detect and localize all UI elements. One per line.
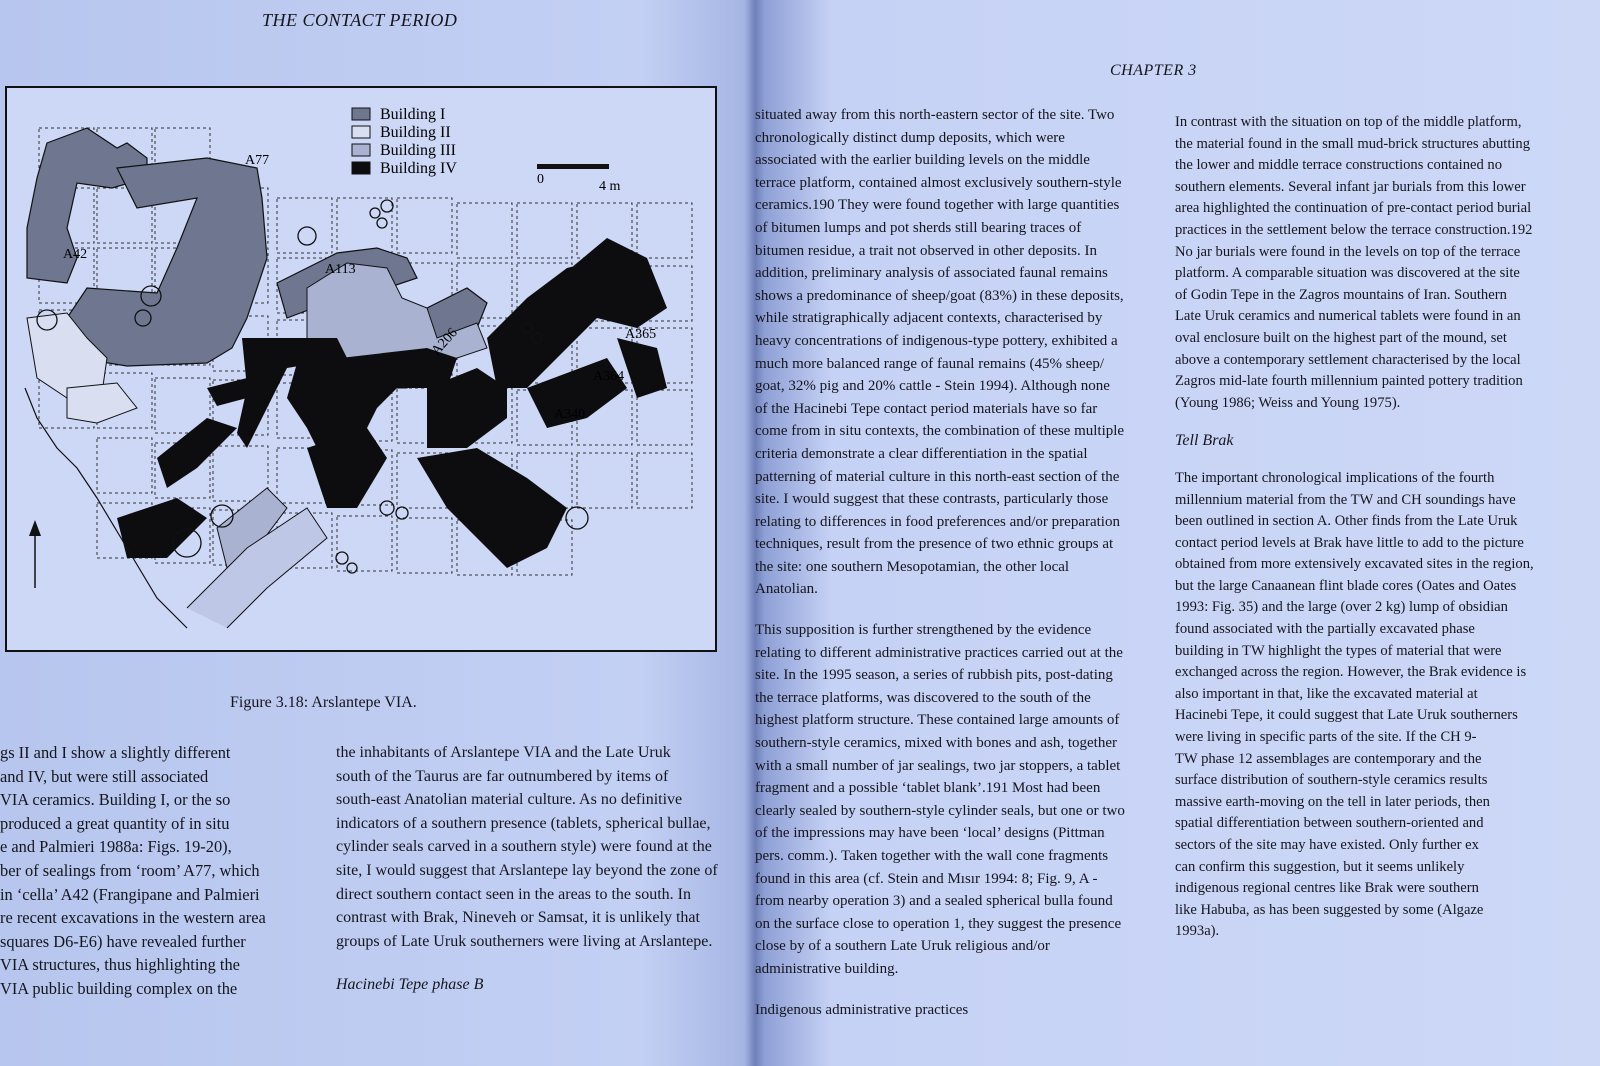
text-line: Zagros mid-late fourth millennium painted pottery tradition [1175, 373, 1523, 390]
left-column-2 [336, 741, 721, 997]
text-line: addition, preliminary analysis of associated faunal remains [755, 265, 1108, 282]
text-line: much more balanced range of faunal remains (45% sheep/ [755, 355, 1105, 372]
text-line: site. I would suggest that these contrasts, particularly those [755, 491, 1109, 508]
text-line: gs II and I show a slightly different [0, 743, 231, 762]
text-line: situated away from this north-eastern sector of the site. Two [755, 107, 1115, 123]
text-line: administrative building. [755, 960, 899, 977]
text-line: building in TW highlight the types of material that were [1175, 642, 1502, 659]
text-line: direct southern contact seen in the areas to the south. In [336, 885, 691, 903]
text-line: contrast with Brak, Nineveh or Samsat, it is unlikely that [336, 909, 700, 927]
text-line: Late Uruk ceramics and numerical tablets were found in an [1175, 308, 1521, 325]
running-head-right: CHAPTER 3 [1110, 62, 1197, 79]
text-line: of the Hacinebi Tepe contact period materials have so far [755, 400, 1098, 417]
text-line: highest platform structure. These contained large amounts of [755, 712, 1120, 729]
text-line: The important chronological implications of the fourth [1175, 469, 1495, 486]
text-line: obtained from more extensively excavated sites in the region, [1175, 556, 1534, 573]
text-line: chronologically distinct dump deposits, which were [755, 129, 1065, 146]
text-line: (Young 1986; Weiss and Young 1975). [1175, 394, 1401, 411]
text-line: techniques, result from the presence of two ethnic groups at [755, 536, 1114, 553]
text-line: south of the Taurus are far outnumbered by items of [336, 767, 669, 785]
text-line: in ‘cella’ A42 (Frangipane and Palmieri [0, 884, 260, 904]
text-line: terrace platform, contained almost exclusively southern-style [755, 174, 1122, 191]
left-column-1 [0, 741, 305, 1001]
text-line: fragment and a possible ‘tablet blank’.191 Most had been [755, 780, 1101, 797]
text-line: criteria demonstrate a clear differentiation in the spatial [755, 445, 1088, 462]
text-line: the site: one southern Mesopotamian, the other local [755, 558, 1070, 575]
text-line: while stratigraphically adjacent contexts, characterised by [755, 310, 1103, 327]
text-line: goat, 32% pig and 20% cattle - Stein 1994). Although none [755, 378, 1110, 395]
text-line: platform. A comparable situation was discovered at the site [1175, 265, 1520, 282]
text-line: shows a predominance of sheep/goat (83%) in these deposits, [755, 287, 1124, 304]
running-head-left: THE CONTACT PERIOD [262, 10, 458, 30]
text-line: practices in the settlement below the terrace construction.192 [1175, 221, 1533, 238]
text-line: found associated with the partially excavated phase [1175, 621, 1475, 638]
text-line: found in this area (cf. Stein and Mısır 1994: 8; Fig. 9, A - [755, 870, 1098, 887]
figure-plan [5, 86, 717, 652]
label-a77: A77 [245, 153, 270, 168]
text-line: indigenous regional centres like Brak were southern [1175, 880, 1479, 897]
text-line: above a contemporary settlement characterised by the local [1175, 351, 1521, 368]
text-line: of the impressions may have been ‘local’ designs (Pittman [755, 825, 1105, 842]
text-line: the lower and middle terrace constructions contained no [1175, 157, 1503, 174]
left-page [0, 0, 745, 1066]
text-line: patterning of material culture in this north-east section of the [755, 468, 1120, 485]
text-line: surface distribution of southern-style ceramics results [1175, 772, 1488, 789]
text-line: site. In the 1995 season, a series of rubbish pits, post-dating [755, 667, 1113, 684]
legend-building-4: Building IV [380, 160, 457, 177]
section-heading: Hacinebi Tepe phase B [336, 976, 484, 994]
legend-building-3: Building III [380, 142, 456, 159]
text-line: come from in situ contexts, the combination of these multiple [755, 423, 1125, 440]
text-line: spatial differentiation between southern-oriented and [1175, 815, 1484, 832]
text-line: indicators of a southern presence (tablets, spherical bullae, [336, 814, 711, 832]
right-column-2 [1175, 112, 1595, 943]
legend-building-1: Building I [380, 106, 446, 123]
text-line: clearly sealed by southern-style cylinder seals, but one or two [755, 802, 1125, 819]
text-line: bitumen residue, a trait not observed in other deposits. In [755, 242, 1098, 259]
text-line: oval enclosure built on the highest part of the mound, set [1175, 329, 1507, 346]
text-line: close by of a southern Late Uruk religious and/or [755, 938, 1050, 955]
text-line: produced a great quantity of in situ [0, 813, 230, 833]
text-line: with a small number of jar sealings, two jar stoppers, a tablet [755, 757, 1121, 774]
text-line: VIA ceramics. Building I, or the so [0, 790, 231, 810]
text-line: heavy concentrations of indigenous-type pottery, exhibited a [755, 332, 1118, 349]
figure-caption: Figure 3.18: Arslantepe VIA. [230, 694, 417, 711]
legend-building-2: Building II [380, 124, 451, 141]
text-line: of bitumen lumps and pot sherds still bearing traces of [755, 219, 1082, 236]
text-line: ber of sealings from ‘room’ A77, which [0, 860, 260, 880]
label-a365: A365 [625, 327, 657, 342]
text-line: re recent excavations in the western area [0, 908, 266, 928]
text-line: but the large Canaanean flint blade cores (Oates and Oates [1175, 577, 1517, 594]
text-line: This supposition is further strengthened by the evidence [755, 622, 1092, 639]
text-line: groups of Late Uruk southerners were living at Arslantepe. [336, 932, 713, 950]
text-line: massive earth-moving on the tell in later periods, then [1175, 793, 1490, 810]
label-a206: A206 [428, 325, 461, 359]
text-line: ceramics.190 They were found together with large quantities [755, 197, 1120, 214]
text-line: on the surface close to operation 1, they suggest the presence [755, 915, 1122, 932]
text-line: and IV, but were still associated [0, 766, 209, 786]
text-line: the material found in the small mud-brick structures abutting [1175, 135, 1531, 152]
text-line: millennium material from the TW and CH soundings have [1175, 491, 1516, 508]
text-line: from nearby operation 3) and a sealed spherical bulla found [755, 893, 1113, 910]
scale-end: 4 m [599, 179, 621, 194]
text-line: of Godin Tepe in the Zagros mountains of Iran. Southern [1175, 286, 1507, 303]
text-line: VIA structures, thus highlighting the [0, 955, 240, 975]
text-line: can confirm this suggestion, but it seems unlikely [1175, 858, 1465, 875]
text-line: relating to different administrative practices carried out at the [755, 644, 1123, 661]
label-a364: A364 [593, 369, 625, 384]
section-heading-tell-brak: Tell Brak [1175, 432, 1234, 450]
text-line: also important in that, like the excavated material at [1175, 685, 1478, 702]
scale-start: 0 [537, 172, 544, 187]
right-page [755, 0, 1600, 1066]
text-line: 1993: Fig. 35) and the large (over 2 kg) lump of obsidian [1175, 599, 1508, 616]
text-line: like Habuba, as has been suggested by some (Algaze [1175, 901, 1484, 918]
text-line: south-east Anatolian material culture. As no definitive [336, 791, 683, 809]
text-line: associated with the earlier building levels on the middle [755, 152, 1090, 169]
text-line: area highlighted the continuation of pre-contact period burial [1175, 200, 1532, 217]
text-line: site, I would suggest that Arslantepe lay beyond the zone of [336, 861, 718, 879]
text-line: southern elements. Several infant jar burials from this lower [1175, 178, 1526, 195]
text-line: exchanged across the region. However, the Brak evidence is [1175, 664, 1527, 681]
text-line: contact period levels at Brak have little to add to the picture [1175, 534, 1524, 551]
label-a42: A42 [63, 247, 88, 262]
text-line: relating to differences in food preferences and/or preparation [755, 513, 1120, 530]
text-line: sectors of the site may have existed. Only further ex [1175, 837, 1479, 853]
text-line: Indigenous administrative practices [755, 1001, 969, 1018]
text-line: squares D6-E6) have revealed further [0, 931, 246, 951]
text-line: were living in specific parts of the site. If the CH 9- [1175, 729, 1477, 746]
label-a340: A340 [554, 407, 586, 422]
text-line: VIA public building complex on the [0, 978, 238, 998]
text-line: No jar burials were found in the levels on top of the terrace [1175, 243, 1521, 260]
text-line: the inhabitants of Arslantepe VIA and the Late Uruk [336, 744, 671, 761]
text-line: 1993a). [1175, 923, 1220, 940]
text-line: e and Palmieri 1988a: Figs. 19-20), [0, 837, 232, 857]
text-line: TW phase 12 assemblages are contemporary and the [1175, 750, 1482, 767]
text-line: the terrace platforms, was discovered to the south of the [755, 689, 1091, 706]
text-line: In contrast with the situation on top of the middle platform, [1175, 114, 1522, 130]
text-line: pers. comm.). Taken together with the wall cone fragments [755, 848, 1109, 864]
text-line: been outlined in section A. Other finds from the Late Uruk [1175, 513, 1518, 530]
text-line: southern-style ceramics, mixed with bones and ash, together [755, 735, 1117, 752]
site-plan-drawing [7, 88, 715, 650]
label-a113: A113 [325, 262, 356, 277]
text-line: Anatolian. [755, 581, 818, 598]
right-column-1 [755, 104, 1160, 1021]
text-line: Hacinebi Tepe, it could suggest that Late Uruk southerners [1175, 707, 1518, 724]
text-line: cylinder seals carved in a southern style) were found at the [336, 838, 712, 856]
